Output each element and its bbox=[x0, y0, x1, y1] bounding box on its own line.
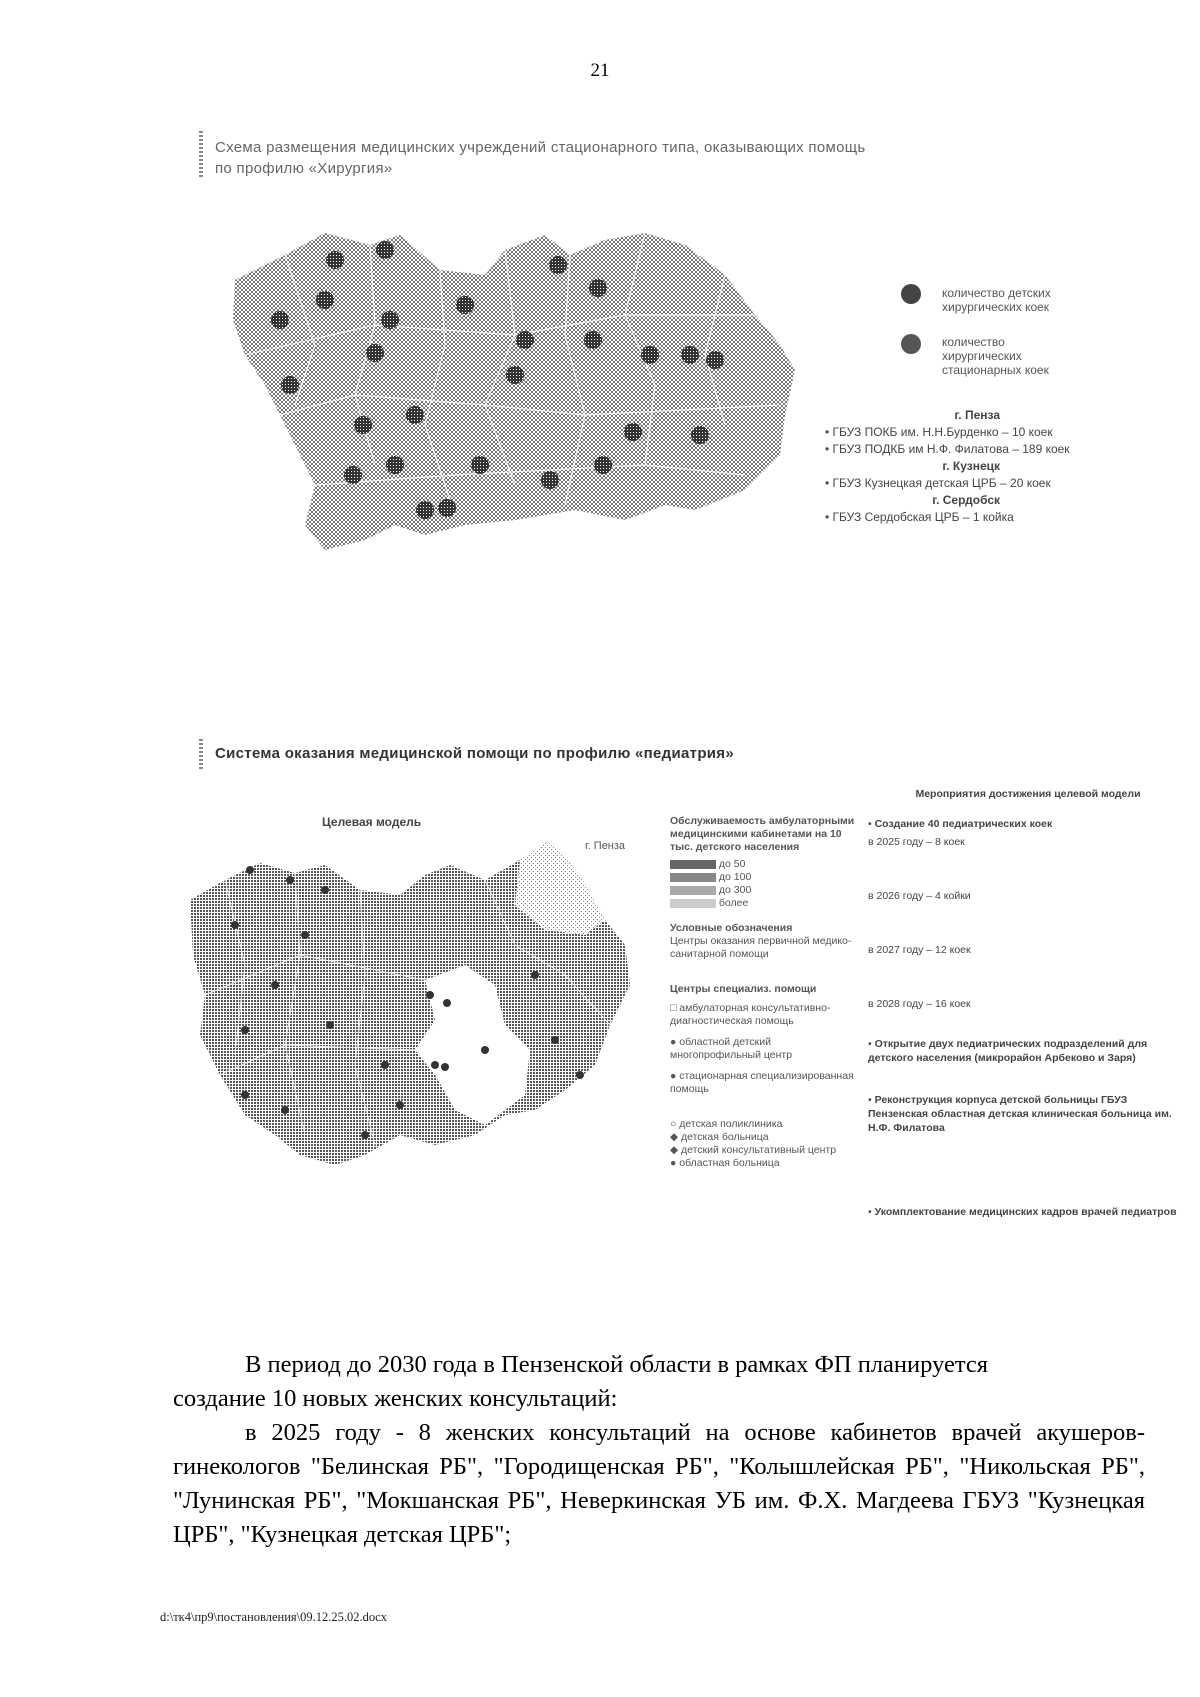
middle-legend-swatch-list bbox=[670, 858, 855, 910]
legend-marker2-line1: количество bbox=[942, 335, 1005, 349]
penza-item-2: • ГБУЗ ПОДКБ им Н.Ф. Филатова – 189 коек bbox=[825, 442, 1070, 456]
middle-section4-item-1: ○ детская поликлиника bbox=[670, 1118, 783, 1130]
title-marker-bar-2 bbox=[199, 739, 203, 769]
swatch-item-2: до 100 bbox=[670, 871, 855, 884]
middle-section2-text: Центры оказания первичной медико-санитарной помощи bbox=[670, 935, 852, 960]
right-subitem-2: в 2026 году – 4 койки bbox=[868, 890, 971, 902]
right-heading: Мероприятия достижения целевой модели bbox=[915, 788, 1141, 800]
legend-marker-children-icon bbox=[900, 283, 922, 305]
middle-legend-title: Обслуживаемость амбулаторными медицинскими кабинетами на 10 тыс. детского населения bbox=[670, 815, 855, 853]
figure1-facility-list bbox=[825, 407, 1125, 526]
right-subitem-3: в 2027 году – 12 коек bbox=[868, 944, 971, 956]
figure2-city-label: г. Пенза bbox=[585, 840, 626, 852]
middle-section3-title: Центры специализ. помощи bbox=[670, 983, 817, 995]
region-map-shape bbox=[233, 233, 795, 550]
legend-marker-adult-icon bbox=[900, 333, 922, 355]
swatch-1 bbox=[670, 860, 716, 869]
legend-marker2-line3: стационарных коек bbox=[942, 363, 1049, 377]
body-text bbox=[173, 1348, 1145, 1552]
city-serdobsk: г. Сердобск bbox=[932, 493, 1000, 507]
title-marker-bar bbox=[199, 131, 203, 177]
paragraph-1-line2: создание 10 новых женских консультаций: bbox=[173, 1385, 618, 1412]
swatch-item-1: до 50 bbox=[670, 858, 855, 871]
footer-file-path: d:\тк4\пр9\постановления\09.12.25.02.docx bbox=[160, 1610, 387, 1624]
swatch-item-4: более bbox=[670, 897, 855, 910]
city-kuznetsk: г. Кузнецк bbox=[942, 459, 1000, 473]
figure2-middle-legend bbox=[670, 815, 855, 1170]
legend-marker2-line2: хирургических bbox=[942, 349, 1022, 363]
kuznetsk-item-1: • ГБУЗ Кузнецкая детская ЦРБ – 20 коек bbox=[825, 476, 1051, 490]
figure2-right-column bbox=[868, 787, 1188, 1219]
middle-section4 bbox=[670, 1118, 855, 1170]
right-bullet-3: • Реконструкция корпуса детской больницы ГБУЗ Пензенская областная детская клиническая больница им. Н.Ф. Филатова bbox=[868, 1094, 1172, 1134]
page-number: 21 bbox=[590, 60, 610, 81]
middle-section3-item-2: ● областной детский многопрофильный центр bbox=[670, 1036, 793, 1061]
middle-section2-title: Условные обозначения bbox=[670, 922, 793, 934]
figure2-title bbox=[215, 745, 915, 762]
right-subitem-4: в 2028 году – 16 коек bbox=[868, 998, 971, 1010]
pediatrics-map bbox=[185, 835, 665, 1195]
right-bullet-4: • Укомплектование медицинских кадров врачей педиатров bbox=[868, 1206, 1177, 1218]
right-subitem-1: в 2025 году – 8 коек bbox=[868, 836, 965, 848]
middle-section4-item-3: ◆ детский консультативный центр bbox=[670, 1144, 837, 1156]
right-bullet-2: • Открытие двух педиатрических подразделений для детского населения (микрорайон Арбеково и Заря) bbox=[868, 1038, 1148, 1064]
legend-marker1-line2: хирургических коек bbox=[942, 300, 1050, 314]
middle-section4-item-2: ◆ детская больница bbox=[670, 1131, 769, 1143]
swatch-4 bbox=[670, 899, 716, 908]
serdobsk-item-1: • ГБУЗ Сердобская ЦРБ – 1 койка bbox=[825, 510, 1014, 524]
paragraph-2: в 2025 году - 8 женских консультаций на основе кабинетов врачей акушеров-гинекологов "Белинская РБ", "Городищенская РБ", "Колышлейская РБ", "Никольская РБ", "Лунинская РБ", "Мокшанская РБ", Неверкинская УБ им. Ф.Х. Магдеева ГБУЗ "Кузнецкая ЦРБ", "Кузнецкая детская ЦРБ"; bbox=[173, 1419, 1145, 1548]
figure1-title bbox=[215, 137, 1075, 179]
paragraph-1-line1: В период до 2030 года в Пензенской области в рамках ФП планируется bbox=[245, 1351, 989, 1378]
right-bullet-1: • Создание 40 педиатрических коек bbox=[868, 818, 1053, 830]
figure1-title-line2: по профилю «Хирургия» bbox=[215, 160, 393, 177]
middle-section4-item-4: ● областная больница bbox=[670, 1157, 780, 1169]
figure2-map-title: Целевая модель bbox=[322, 815, 422, 829]
middle-section3-item-3: ● стационарная специализированная помощь bbox=[670, 1070, 854, 1095]
figure1-title-line1: Схема размещения медицинских учреждений стационарного типа, оказывающих помощь bbox=[215, 139, 866, 156]
legend-marker1-line1: количество детских bbox=[942, 286, 1051, 300]
swatch-3 bbox=[670, 886, 716, 895]
swatch-2 bbox=[670, 873, 716, 882]
figure2-title-text: Система оказания медицинской помощи по профилю «педиатрия» bbox=[215, 745, 734, 762]
middle-section3-item-1: □ амбулаторная консультативно-диагностическая помощь bbox=[670, 1002, 831, 1027]
city-penza: г. Пенза bbox=[954, 408, 1000, 422]
penza-item-1: • ГБУЗ ПОКБ им. Н.Н.Бурденко – 10 коек bbox=[825, 425, 1053, 439]
swatch-item-3: до 300 bbox=[670, 884, 855, 897]
